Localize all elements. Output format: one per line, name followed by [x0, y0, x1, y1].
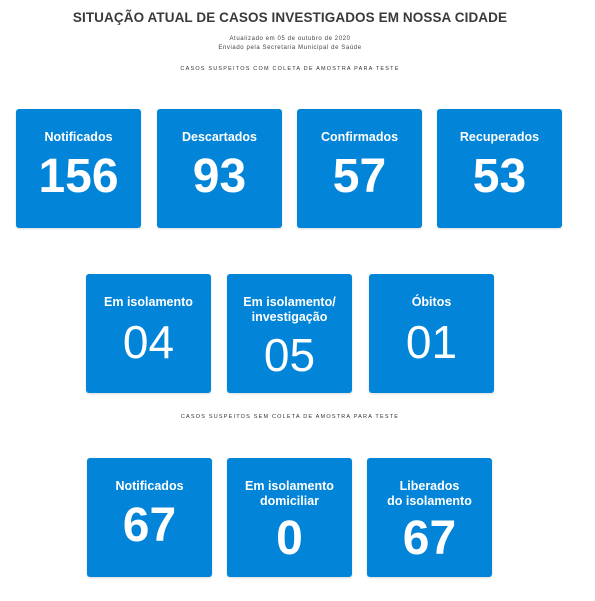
sent-by: Enviado pela Secretaria Municipal de Saúde — [218, 45, 362, 51]
card-label-line1: Em isolamento/ — [243, 295, 336, 309]
card-label: Notificados — [44, 130, 113, 144]
card-label-line1: Em isolamento — [245, 479, 334, 493]
card-label: Em isolamento — [104, 295, 193, 309]
card-em-isolamento — [86, 274, 211, 393]
section-label-with-sample: CASOS SUSPEITOS COM COLETA DE AMOSTRA PARA TESTE — [180, 66, 400, 72]
card-label-line2: do isolamento — [387, 494, 472, 508]
card-label-line2: investigação — [251, 310, 328, 324]
card-notificados — [16, 109, 141, 228]
updated-date: Atualizado em 05 de outubro de 2020 — [229, 36, 351, 42]
card-confirmados — [297, 109, 422, 228]
page-title: SITUAÇÃO ATUAL DE CASOS INVESTIGADOS EM NOSSA CIDADE — [72, 10, 508, 25]
card-value: 67 — [402, 512, 457, 565]
section-label-without-sample: CASOS SUSPEITOS SEM COLETA DE AMOSTRA PARA TESTE — [180, 414, 400, 420]
card-value: 57 — [332, 150, 387, 203]
card-label: Confirmados — [320, 130, 399, 144]
card-recuperados — [437, 109, 562, 228]
card-value: 53 — [472, 150, 527, 203]
card-label: Notificados — [115, 479, 184, 493]
card-value: 67 — [122, 499, 177, 552]
card-obitos — [369, 274, 494, 393]
card-label: Descartados — [181, 130, 258, 144]
card-value: 05 — [263, 329, 316, 381]
card-em-isolamento-domiciliar — [227, 458, 352, 577]
card-value: 04 — [122, 316, 175, 368]
card-liberados-do-isolamento — [367, 458, 492, 577]
card-label: Óbitos — [411, 295, 452, 309]
card-label-line2: domiciliar — [259, 494, 320, 508]
card-value: 0 — [276, 512, 303, 565]
card-label-line1: Liberados — [399, 479, 460, 493]
card-value: 93 — [192, 150, 247, 203]
card-em-isolamento-investigacao — [227, 274, 352, 393]
card-label: Recuperados — [459, 130, 540, 144]
card-value: 156 — [38, 150, 119, 203]
card-descartados — [157, 109, 282, 228]
card-notificados-sem-coleta — [87, 458, 212, 577]
card-value: 01 — [405, 316, 458, 368]
